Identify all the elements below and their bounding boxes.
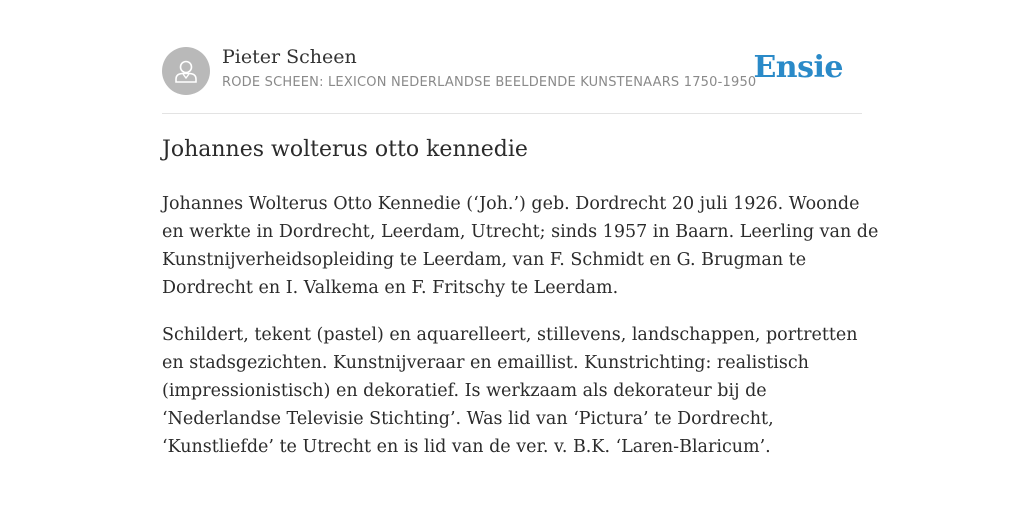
- avatar[interactable]: [162, 47, 210, 95]
- author-header: [162, 46, 862, 114]
- article-paragraph-1: Johannes Wolterus Otto Kennedie (‘Joh.’) geb. Dordrecht 20 juli 1926. Woonde en werkte in Dordrecht, Leerdam, Utrecht; sinds 1957 in Baarn. Leerling van de Kunstnijverheidsopleiding te Leerdam, van F. Schmidt en G. Brugman te Dordrecht en I. Valkema en F. Fritschy te Leerdam.: [162, 194, 879, 298]
- article-paragraph-2: Schildert, tekent (pastel) en aquarelleert, stillevens, landschappen, portretten en stadsgezichten. Kunstnijveraar en emaillist. Kunstrichting: realistisch (impressionistisch) en dekoratief. Is werkzaam als dekorateur bij de ‘Nederlandse Televisie Stichting’. Was lid van ‘Pictura’ te Dordrecht, ‘Kunstliefde’ te Utrecht en is lid van de ver. v. B.K. ‘Laren-Blaricum’.: [162, 325, 858, 457]
- ensie-logo[interactable]: Ensie: [753, 50, 843, 85]
- author-header-container: [162, 46, 862, 114]
- user-icon: [172, 57, 200, 85]
- page-title: Johannes wolterus otto kennedie: [162, 137, 528, 162]
- source-title[interactable]: RODE SCHEEN: LEXICON NEDERLANDSE BEELDENDE KUNSTENAARS 1750-1950: [222, 75, 757, 90]
- author-name[interactable]: Pieter Scheen: [222, 46, 357, 68]
